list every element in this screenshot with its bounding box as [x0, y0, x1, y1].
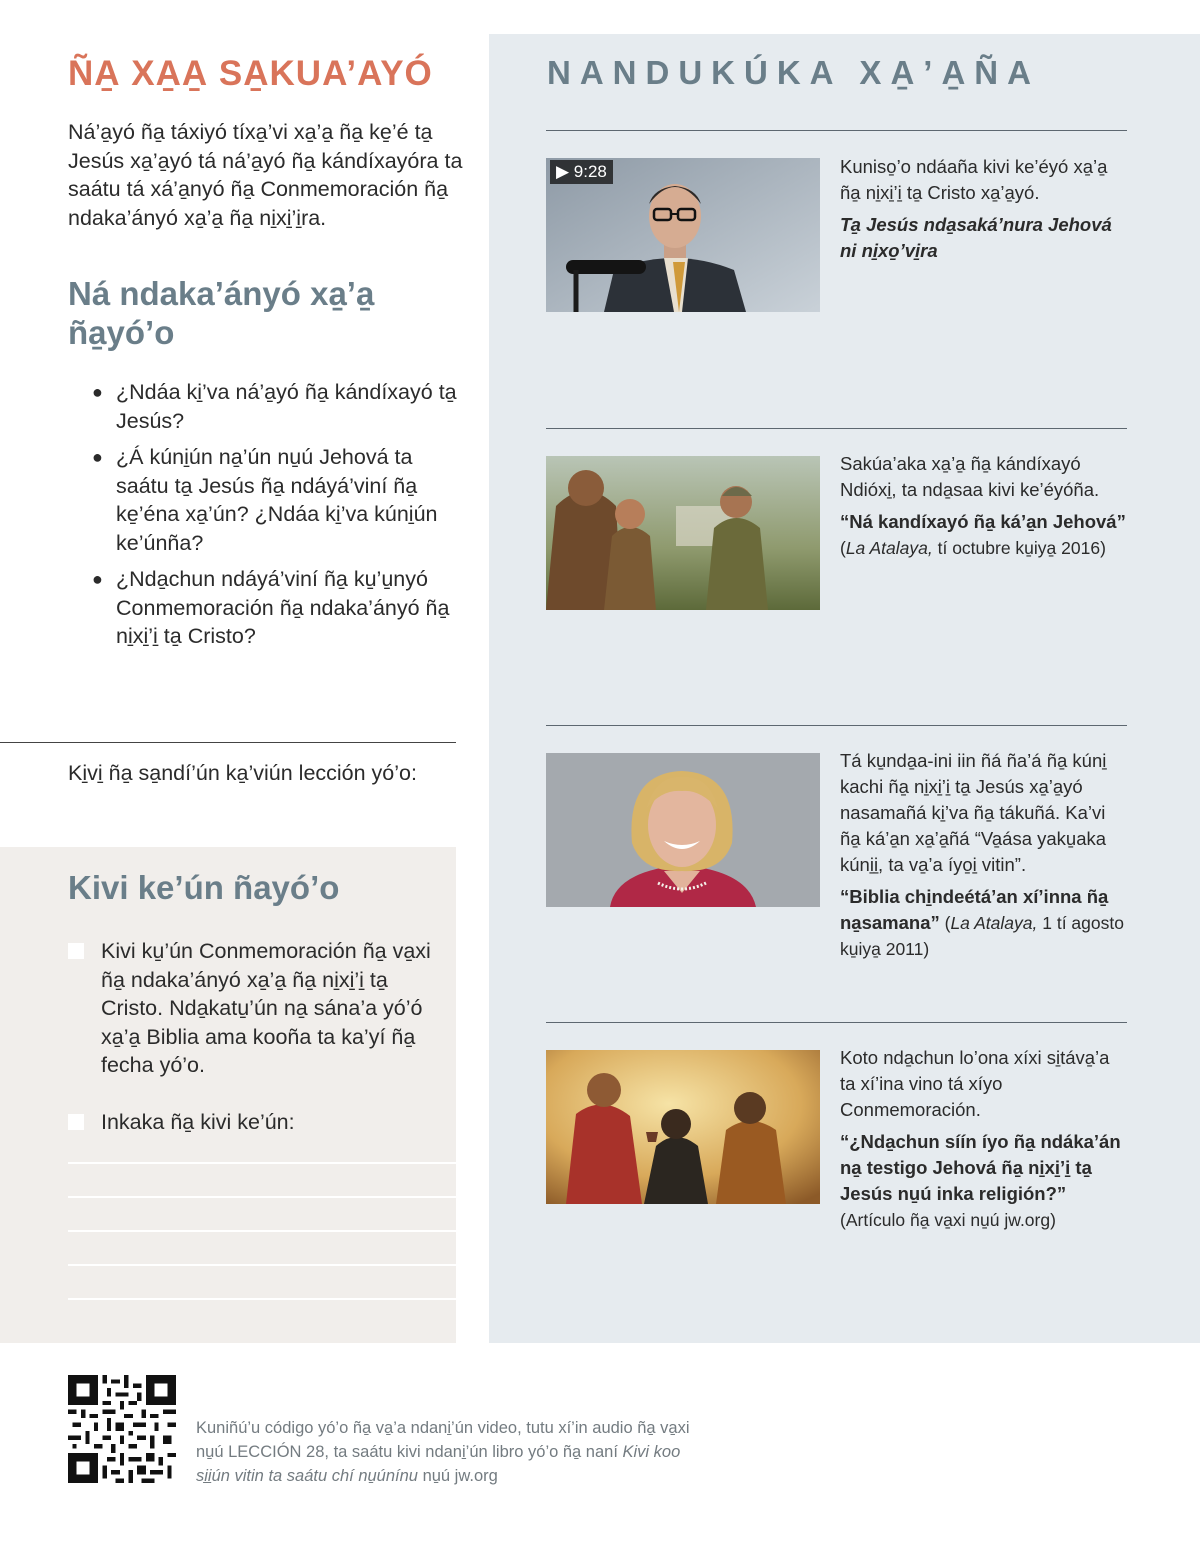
checkbox-icon[interactable]: [68, 1114, 84, 1130]
article-thumbnail[interactable]: [546, 753, 820, 907]
resource-title-link[interactable]: “¿Nda̱chun síín íyo ña̱ ndáka’án na̱ testigo Jehová ña̱ ni̱xi̱’i̱ ta̱ Jesús nu̱ú inka religión?”: [840, 1131, 1121, 1204]
goal-text: Kivi ku̱’ún Conmemoración ña̱ va̱xi ña̱ ndaka’ányó xa̱’a̱ ña̱ ni̱xi̱’i̱ ta̱ Cristo. Nda̱katu̱’ún na̱ sána’a yó’ó xa̱’a̱ Biblia ama kooña ta ka’yí ña̱ fecha yó’o.: [101, 939, 431, 1077]
resource-title-link[interactable]: “Biblia chi̱ndeétá’an xí’inna ña̱ na̱samana” (La Atalaya, 1 tí agosto ku̱iya̱ 2011): [840, 886, 1124, 959]
write-line[interactable]: [68, 1264, 456, 1266]
question-text: ¿Á kúni̱ún na̱’ún nu̱ú Jehová ta saátu ta̱ Jesús ña̱ ndáyá’viní ña̱ ke̱’éna xa̱’ún? ¿Ndáa ki̱’va kúni̱ún ke’únña?: [116, 445, 438, 555]
questions-title: Ná ndaka’ányó xa̱’a̱ ña̱yó’o: [68, 275, 375, 351]
resource-description: Kuniso̱’o ndáaña kivi ke’éyó xa̱’a̱ ña̱ ni̱xi̱’i̱ ta̱ Cristo xa̱’a̱yó.: [840, 156, 1108, 203]
write-line[interactable]: [68, 1230, 456, 1232]
qr-code-icon[interactable]: [68, 1375, 176, 1483]
last-supper-image: [546, 1050, 820, 1204]
notes-label: Ki̱vi̱ ña̱ sa̱ndí’ún ka̱’viún lección yó’o:: [68, 761, 417, 785]
other-goal-text: Inkaka ña̱ kivi ke’ún:: [101, 1110, 295, 1134]
article-thumbnail[interactable]: [546, 456, 820, 610]
resource-divider: [546, 725, 1127, 726]
question-item: [92, 565, 462, 651]
video-duration-badge: ▶ 9:28: [550, 160, 613, 184]
explore-title: NANDUKÚKA XA̱’A̱ÑA: [547, 54, 1040, 91]
summary-title: ÑA̱ XA̱A̱ SA̱KUA’AYÓ: [68, 54, 433, 93]
other-goal-checklist-item[interactable]: [68, 1108, 438, 1137]
article-thumbnail[interactable]: [546, 1050, 820, 1204]
resource-text: [840, 1045, 1130, 1233]
question-text: ¿Ndáa ki̱’va ná’a̱yó ña̱ kándíxayó ta̱ Jesús?: [116, 380, 457, 433]
smiling-woman-image: [546, 753, 820, 907]
questions-list: [92, 378, 462, 659]
resource-source: (Artículo ña̱ va̱xi nu̱ú jw.org): [840, 1210, 1056, 1230]
summary-body: Ná’a̱yó ña̱ táxiyó tíxa̱’vi xa̱’a̱ ña̱ ke̱’é ta̱ Jesús xa̱’a̱yó tá ná’a̱yó ña̱ kándíxayóra ta saátu tá xá’a̱nyó ña̱ Conmemoración ña̱ ndaka’ányó xa̱’a̱ ña̱ ni̱xi̱’i̱ra.: [68, 120, 463, 230]
resource-title-link[interactable]: “Ná kandíxayó ña̱ ká’a̱n Jehová”: [840, 511, 1126, 532]
resource-divider: [546, 428, 1127, 429]
video-thumbnail[interactable]: [546, 158, 820, 312]
resource-text: [840, 748, 1130, 962]
bullet-icon: ●: [92, 447, 103, 467]
goal-checklist-item[interactable]: [68, 937, 438, 1080]
resource-text: [840, 154, 1130, 264]
resource-source: (La Atalaya, tí octubre ku̱iya̱ 2016): [840, 538, 1106, 558]
checkbox-icon[interactable]: [68, 943, 84, 959]
write-line[interactable]: [68, 1298, 456, 1300]
footer-text: Kuniñú’u código yó’o ña̱ va̱’a ndani̱’ún video, tutu xí’in audio ña̱ va̱xi nu̱ú LECCIÓN 28, ta saátu kivi ndani̱’ún libro yó’o ña̱ naní Kivi koo si̱i̱ún vitin ta saátu chí nu̱únínu nu̱ú jw.org: [196, 1419, 690, 1485]
write-line[interactable]: [68, 1196, 456, 1198]
resource-divider: [546, 1022, 1127, 1023]
review-panel: [0, 847, 456, 1343]
question-item: [92, 378, 462, 435]
question-item: [92, 443, 462, 557]
resource-description: Sakúa’aka xa̱’a̱ ña̱ kándíxayó Ndióxi̱, ta nda̱saa kivi ke’éyóña.: [840, 453, 1100, 500]
section-divider: [0, 742, 456, 743]
resource-text: [840, 451, 1130, 561]
review-title: Kivi ke’ún ñayó’o: [68, 869, 340, 906]
resource-divider: [546, 130, 1127, 131]
question-text: ¿Nda̱chun ndáyá’viní ña̱ ku̱’u̱nyó Conmemoración ña̱ ndaka’ányó ña̱ ni̱xi̱’i̱ ta̱ Cristo?: [116, 567, 450, 648]
write-line[interactable]: [68, 1162, 456, 1164]
resource-description: Koto nda̱chun lo’ona xíxi si̱táva̱’a ta xí’ina vino tá xíyo Conmemoración.: [840, 1047, 1110, 1120]
biblical-scene-image: [546, 456, 820, 610]
resource-description: Tá ku̱nda̱a-ini iin ñá ña’á ña̱ kúni̱ kachi ña̱ ni̱xi̱’i̱ ta̱ Jesús xa̱’a̱yó nasamañá ki̱’va ña̱ tákuñá. Ka’vi ña̱ ká’a̱n xa̱’a̱ñá “Va̱ása yaku̱aka kúni̱i̱, ta va̱’a íyo̱i̱ vitin”.: [840, 750, 1107, 875]
bullet-icon: ●: [92, 569, 103, 589]
bullet-icon: ●: [92, 382, 103, 402]
resource-source: (La Atalaya, 1 tí agosto ku̱iya̱ 2011): [840, 913, 1124, 959]
resource-title-link[interactable]: Ta̱ Jesús nda̱saká’nura Jehová ni ni̱xo̱’vi̱ra: [840, 214, 1112, 261]
